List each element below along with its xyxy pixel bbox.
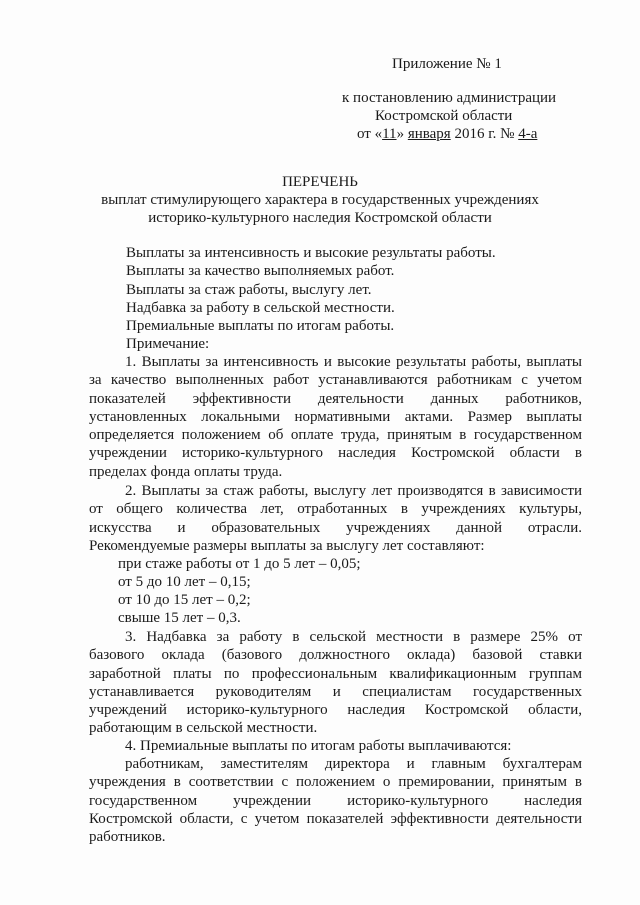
text-line: пределах фонда оплаты труда. <box>89 463 283 480</box>
resolution-line: к постановлению администрации <box>342 90 557 106</box>
seniority-rate: от 10 до 15 лет – 0,2; <box>118 592 251 608</box>
seniority-rate: свыше 15 лет – 0,3. <box>118 610 241 626</box>
text-line: за качество выполненных работ устанавливаются работникам с учетом <box>89 372 582 389</box>
title-line-2: историко-культурного наследия Костромской области <box>148 210 492 226</box>
text-line: 3. Надбавка за работу в сельской местности в размере 25% от <box>125 629 582 645</box>
text-line: устанавливается руководителям и специалистам государственных <box>89 683 582 700</box>
list-item: Выплаты за стаж работы, выслугу лет. <box>126 281 372 298</box>
text-line: учреждений историко-культурного наследия Костромской области, <box>89 702 582 719</box>
seniority-rate: от 5 до 10 лет – 0,15; <box>118 574 251 590</box>
note-paragraph-4 <box>89 755 582 846</box>
text-line: 2. Выплаты за стаж работы, выслугу лет производятся в зависимости <box>125 483 582 499</box>
text-line: базового оклада (базового должностного оклада) базовой ставки <box>89 647 582 664</box>
date-mid: » <box>396 126 408 142</box>
document-title: ПЕРЕЧЕНЬ <box>282 174 358 190</box>
list-item: Надбавка за работу в сельской местности. <box>126 299 395 316</box>
list-item: Выплаты за интенсивность и высокие результаты работы. <box>126 245 496 261</box>
text-line: от общего количества лет, отработанных в учреждениях культуры, <box>89 501 582 518</box>
text-line: работникам, заместителям директора и главным бухгалтерам <box>125 756 582 772</box>
text-line: установленных локальными нормативными актами. Размер выплаты <box>89 408 582 425</box>
text-line: искусства и образовательных учреждениях данной отрасли. <box>89 519 582 536</box>
date-day: 11 <box>382 126 397 142</box>
text-line: учреждении историко-культурного наследия Костромской области в <box>89 445 582 462</box>
note-paragraph-2 <box>89 482 582 555</box>
text-line: Рекомендуемые размеры выплаты за выслугу лет составляют: <box>89 537 485 554</box>
date-prefix: от « <box>357 126 383 142</box>
note-heading: Примечание: <box>126 336 210 353</box>
resolution-number: 4-а <box>518 126 538 142</box>
region-line: Костромской области <box>375 108 513 124</box>
text-line: Костромской области, с учетом показателей эффективности деятельности <box>89 810 582 827</box>
text-line: определяется положением об оплате труда, принятым в государственном <box>89 427 582 444</box>
date-month: января <box>407 126 451 142</box>
annex-label: Приложение № 1 <box>392 56 502 72</box>
text-line: показателей эффективности деятельности данных работников, <box>89 390 582 407</box>
text-line: заработной платы по профессиональным квалификационным группам <box>89 665 582 682</box>
note-paragraph-1 <box>89 353 582 481</box>
seniority-rate: при стаже работы от 1 до 5 лет – 0,05; <box>118 556 361 572</box>
payment-types-list <box>126 244 496 354</box>
date-year: 2016 г. № <box>450 126 519 142</box>
text-line: учреждения в соответствии с положением о премировании, принятым в <box>89 774 582 791</box>
text-line: государственном учреждении историко-культурного наследия <box>89 792 582 809</box>
text-line: 1. Выплаты за интенсивность и высокие результаты работы, выплаты <box>125 354 582 370</box>
resolution-date <box>357 125 537 143</box>
text-line: работников. <box>89 829 166 846</box>
note-paragraph-3 <box>89 628 582 738</box>
title-line-1: выплат стимулирующего характера в государственных учреждениях <box>101 192 539 208</box>
note-4-heading: 4. Премиальные выплаты по итогам работы выплачиваются: <box>125 738 512 754</box>
list-item: Выплаты за качество выполняемых работ. <box>126 263 395 280</box>
list-item: Премиальные выплаты по итогам работы. <box>126 318 395 335</box>
text-line: работающим в сельской местности. <box>89 720 318 737</box>
